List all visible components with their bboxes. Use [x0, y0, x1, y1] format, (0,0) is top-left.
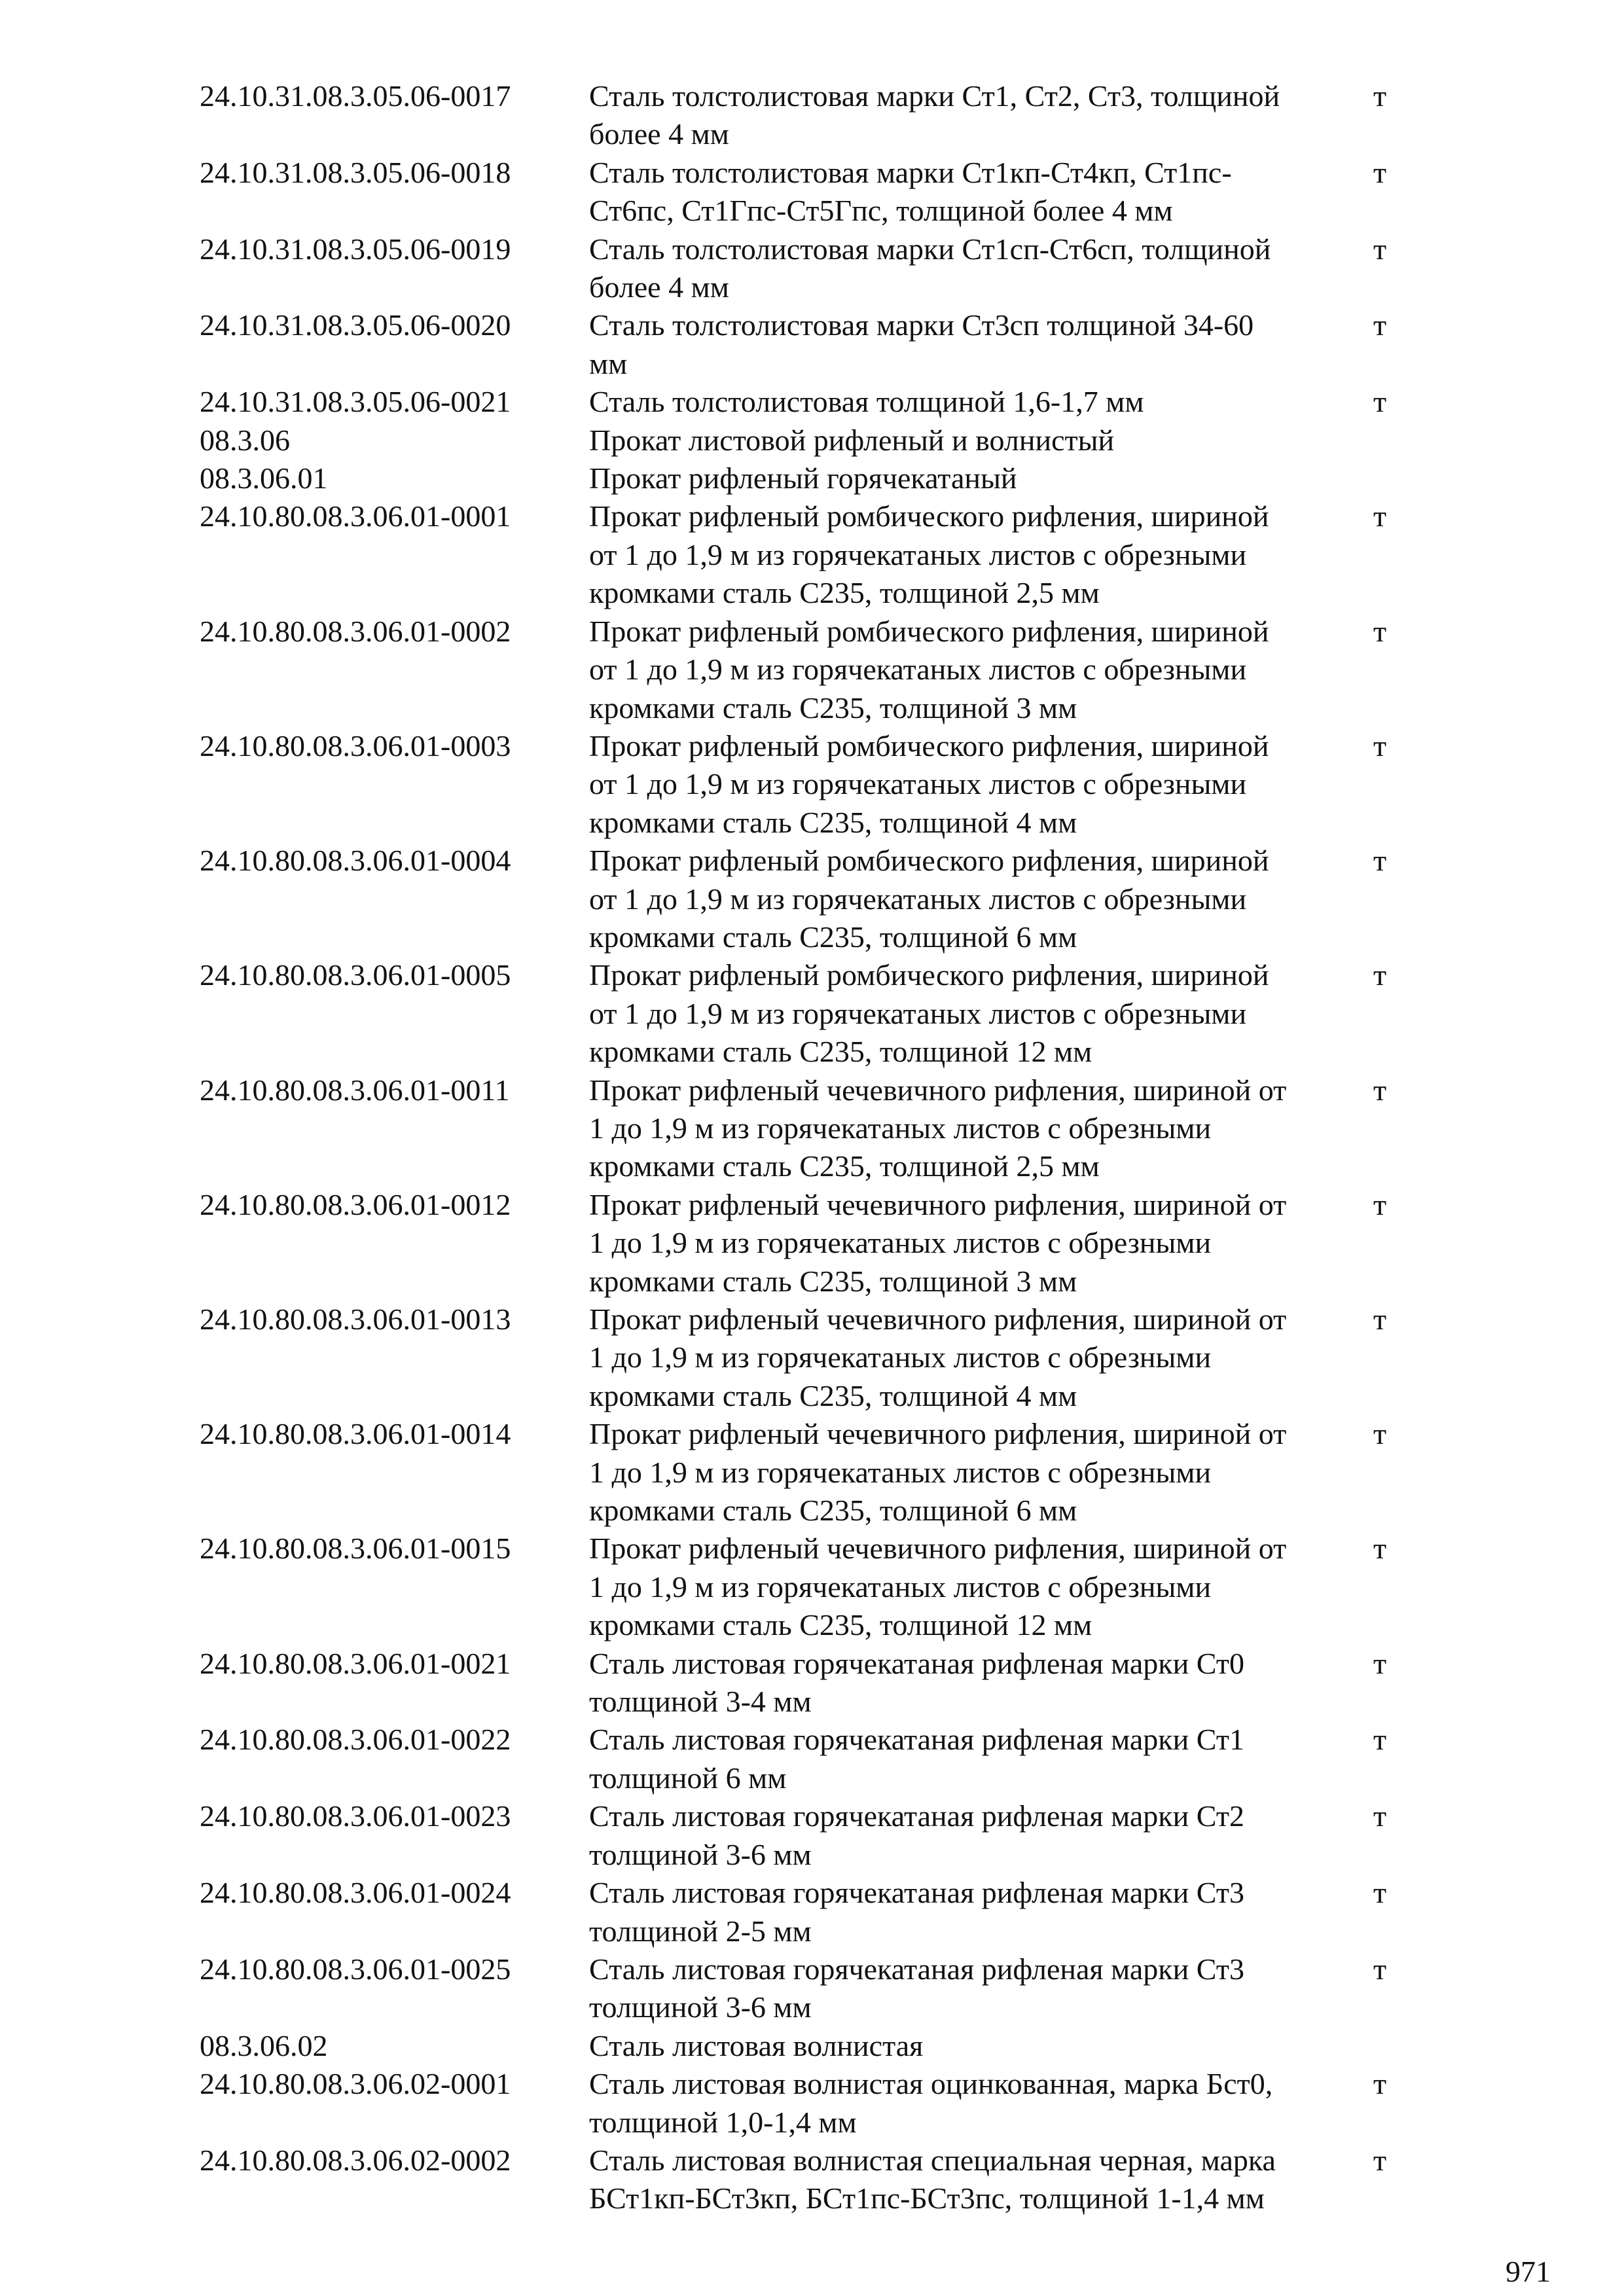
item-unit: т — [1373, 499, 1387, 533]
table-row — [200, 422, 1463, 459]
catalog-table — [200, 77, 1463, 2218]
page-number: 971 — [1506, 2255, 1551, 2288]
item-description — [589, 1721, 1564, 1797]
description-line: толщиной 1,0-1,4 мм — [589, 2105, 857, 2139]
item-unit: т — [1373, 958, 1387, 992]
description-line: Прокат листовой рифленый и волнистый — [589, 423, 1115, 457]
description-line: Сталь листовая волнистая — [589, 2028, 924, 2062]
description-line: Сталь листовая горячекатаная рифленая марки Ст0 — [589, 1646, 1244, 1680]
table-row — [200, 459, 1463, 497]
description-line: кромками сталь С235, толщиной 12 мм — [589, 1608, 1092, 1642]
description-line: кромками сталь С235, толщиной 2,5 мм — [589, 1149, 1100, 1183]
table-row — [200, 1797, 1463, 1874]
table-row — [200, 306, 1463, 383]
description-line: Сталь листовая волнистая специальная черная, марка — [589, 2143, 1276, 2177]
description-line: Сталь толстолистовая марки Ст3сп толщиной 34-60 — [589, 308, 1254, 342]
item-unit: т — [1373, 2067, 1387, 2101]
table-row — [200, 956, 1463, 1071]
description-line: Сталь толстолистовая толщиной 1,6-1,7 мм — [589, 385, 1144, 419]
description-line: от 1 до 1,9 м из горячекатаных листов с обрезными — [589, 767, 1247, 801]
item-unit: т — [1373, 232, 1387, 266]
description-line: 1 до 1,9 м из горячекатаных листов с обрезными — [589, 1455, 1212, 1489]
item-code: 24.10.31.08.3.05.06-0017 — [200, 79, 511, 113]
description-line: 1 до 1,9 м из горячекатаных листов с обрезными — [589, 1570, 1212, 1604]
item-code: 24.10.80.08.3.06.01-0004 — [200, 844, 511, 878]
item-description — [589, 2142, 1564, 2218]
table-row — [200, 77, 1463, 154]
table-row — [200, 1874, 1463, 1950]
table-row — [200, 230, 1463, 307]
description-line: толщиной 3-6 мм — [589, 1990, 812, 2024]
item-code: 08.3.06 — [200, 423, 290, 457]
item-code: 24.10.80.08.3.06.01-0013 — [200, 1302, 511, 1336]
table-row — [200, 1186, 1463, 1300]
table-row — [200, 1950, 1463, 2027]
item-code: 24.10.80.08.3.06.01-0023 — [200, 1799, 511, 1833]
item-description — [589, 842, 1564, 956]
description-line: кромками сталь С235, толщиной 4 мм — [589, 1378, 1077, 1412]
description-line: Прокат рифленый чечевичного рифления, шириной от — [589, 1073, 1287, 1107]
item-description — [589, 956, 1564, 1071]
description-line: Сталь листовая горячекатаная рифленая марки Ст3 — [589, 1876, 1244, 1910]
description-line: 1 до 1,9 м из горячекатаных листов с обрезными — [589, 1226, 1212, 1260]
table-row — [200, 727, 1463, 842]
item-description — [589, 613, 1564, 727]
item-code: 24.10.80.08.3.06.01-0005 — [200, 958, 511, 992]
item-description — [589, 1645, 1564, 1721]
description-line: 1 до 1,9 м из горячекатаных листов с обрезными — [589, 1111, 1212, 1145]
item-unit: т — [1373, 155, 1387, 189]
table-row — [200, 2142, 1463, 2218]
item-description — [589, 422, 1564, 459]
table-row — [200, 1415, 1463, 1530]
description-line: Прокат рифленый ромбического рифления, шириной — [589, 499, 1269, 533]
description-line: Прокат рифленый ромбического рифления, шириной — [589, 614, 1269, 648]
description-line: Прокат рифленый ромбического рифления, шириной — [589, 844, 1269, 878]
item-description — [589, 306, 1564, 383]
description-line: Сталь толстолистовая марки Ст1кп-Ст4кп, Ст1пс- — [589, 155, 1232, 189]
item-code: 24.10.80.08.3.06.01-0015 — [200, 1532, 511, 1566]
item-description — [589, 1797, 1564, 1874]
item-description — [589, 230, 1564, 307]
description-line: Прокат рифленый чечевичного рифления, шириной от — [589, 1532, 1287, 1566]
item-description — [589, 383, 1564, 421]
item-unit: т — [1373, 614, 1387, 648]
table-row — [200, 154, 1463, 230]
item-code: 24.10.80.08.3.06.02-0001 — [200, 2067, 511, 2101]
description-line: Сталь листовая горячекатаная рифленая марки Ст3 — [589, 1952, 1244, 1986]
description-line: Прокат рифленый горячекатаный — [589, 461, 1017, 495]
description-line: Прокат рифленый ромбического рифления, шириной — [589, 958, 1269, 992]
description-line: от 1 до 1,9 м из горячекатаных листов с обрезными — [589, 996, 1247, 1030]
item-description — [589, 727, 1564, 842]
description-line: от 1 до 1,9 м из горячекатаных листов с обрезными — [589, 882, 1247, 916]
item-unit: т — [1373, 79, 1387, 113]
item-code: 24.10.80.08.3.06.01-0012 — [200, 1187, 511, 1221]
description-line: Сталь толстолистовая марки Ст1сп-Ст6сп, толщиной — [589, 232, 1271, 266]
table-row — [200, 383, 1463, 421]
description-line: от 1 до 1,9 м из горячекатаных листов с обрезными — [589, 537, 1247, 571]
description-line: кромками сталь С235, толщиной 4 мм — [589, 805, 1077, 839]
item-unit: т — [1373, 1417, 1387, 1451]
description-line: толщиной 3-4 мм — [589, 1685, 812, 1719]
description-line: от 1 до 1,9 м из горячекатаных листов с обрезными — [589, 653, 1247, 687]
item-unit: т — [1373, 728, 1387, 762]
item-description — [589, 2065, 1564, 2142]
item-description — [589, 154, 1564, 230]
item-code: 24.10.31.08.3.05.06-0020 — [200, 308, 511, 342]
description-line: толщиной 6 мм — [589, 1761, 787, 1795]
item-unit: т — [1373, 1646, 1387, 1680]
description-line: БСт1кп-БСт3кп, БСт1пс-БСт3пс, толщиной 1-1,4 мм — [589, 2181, 1265, 2215]
table-row — [200, 613, 1463, 727]
description-line: мм — [589, 346, 628, 380]
item-code: 24.10.80.08.3.06.01-0002 — [200, 614, 511, 648]
table-row — [200, 497, 1463, 612]
description-line: Сталь листовая горячекатаная рифленая марки Ст2 — [589, 1799, 1244, 1833]
description-line: Сталь толстолистовая марки Ст1, Ст2, Ст3, толщиной — [589, 79, 1280, 113]
description-line: более 4 мм — [589, 117, 729, 151]
item-code: 24.10.31.08.3.05.06-0021 — [200, 385, 511, 419]
item-code: 24.10.80.08.3.06.01-0022 — [200, 1723, 511, 1757]
item-unit: т — [1373, 1723, 1387, 1757]
description-line: более 4 мм — [589, 270, 729, 304]
description-line: Прокат рифленый чечевичного рифления, шириной от — [589, 1187, 1287, 1221]
table-row — [200, 842, 1463, 956]
item-description — [589, 77, 1564, 154]
item-code: 24.10.80.08.3.06.01-0014 — [200, 1417, 511, 1451]
description-line: кромками сталь С235, толщиной 3 мм — [589, 691, 1077, 725]
description-line: кромками сталь С235, толщиной 12 мм — [589, 1035, 1092, 1069]
item-unit: т — [1373, 1302, 1387, 1336]
item-code: 24.10.80.08.3.06.01-0021 — [200, 1646, 511, 1680]
item-unit: т — [1373, 1952, 1387, 1986]
item-unit: т — [1373, 844, 1387, 878]
item-unit: т — [1373, 385, 1387, 419]
table-row — [200, 1530, 1463, 1644]
item-description — [589, 497, 1564, 612]
item-description — [589, 1874, 1564, 1950]
description-line: Прокат рифленый чечевичного рифления, шириной от — [589, 1302, 1287, 1336]
description-line: Прокат рифленый ромбического рифления, шириной — [589, 728, 1269, 762]
item-code: 24.10.80.08.3.06.01-0003 — [200, 728, 511, 762]
item-description — [589, 2027, 1564, 2065]
description-line: кромками сталь С235, толщиной 6 мм — [589, 1494, 1077, 1528]
table-row — [200, 1300, 1463, 1415]
item-unit: т — [1373, 308, 1387, 342]
table-row — [200, 1645, 1463, 1721]
item-description — [589, 1530, 1564, 1644]
description-line: толщиной 3-6 мм — [589, 1837, 812, 1871]
table-row — [200, 1721, 1463, 1797]
item-code: 24.10.31.08.3.05.06-0018 — [200, 155, 511, 189]
description-line: Ст6пс, Ст1Гпс-Ст5Гпс, толщиной более 4 мм — [589, 194, 1173, 228]
item-unit: т — [1373, 2143, 1387, 2177]
item-code: 24.10.80.08.3.06.01-0024 — [200, 1876, 511, 1910]
item-code: 08.3.06.01 — [200, 461, 328, 495]
item-description — [589, 459, 1564, 497]
item-description — [589, 1415, 1564, 1530]
description-line: Прокат рифленый чечевичного рифления, шириной от — [589, 1417, 1287, 1451]
item-code: 08.3.06.02 — [200, 2028, 328, 2062]
item-description — [589, 1071, 1564, 1186]
item-unit: т — [1373, 1532, 1387, 1566]
item-unit: т — [1373, 1187, 1387, 1221]
description-line: Сталь листовая горячекатаная рифленая марки Ст1 — [589, 1723, 1244, 1757]
item-unit: т — [1373, 1876, 1387, 1910]
item-code: 24.10.80.08.3.06.01-0001 — [200, 499, 511, 533]
description-line: кромками сталь С235, толщиной 3 мм — [589, 1264, 1077, 1298]
description-line: 1 до 1,9 м из горячекатаных листов с обрезными — [589, 1340, 1212, 1374]
description-line: кромками сталь С235, толщиной 2,5 мм — [589, 576, 1100, 610]
item-description — [589, 1950, 1564, 2027]
item-description — [589, 1300, 1564, 1415]
table-row — [200, 2065, 1463, 2142]
item-code: 24.10.80.08.3.06.01-0025 — [200, 1952, 511, 1986]
item-unit: т — [1373, 1799, 1387, 1833]
item-code: 24.10.80.08.3.06.01-0011 — [200, 1073, 510, 1107]
description-line: Сталь листовая волнистая оцинкованная, марка Бст0, — [589, 2067, 1273, 2101]
table-row — [200, 1071, 1463, 1186]
description-line: кромками сталь С235, толщиной 6 мм — [589, 920, 1077, 954]
item-unit: т — [1373, 1073, 1387, 1107]
item-code: 24.10.80.08.3.06.02-0002 — [200, 2143, 511, 2177]
description-line: толщиной 2-5 мм — [589, 1914, 812, 1948]
item-description — [589, 1186, 1564, 1300]
item-code: 24.10.31.08.3.05.06-0019 — [200, 232, 511, 266]
table-row — [200, 2027, 1463, 2065]
